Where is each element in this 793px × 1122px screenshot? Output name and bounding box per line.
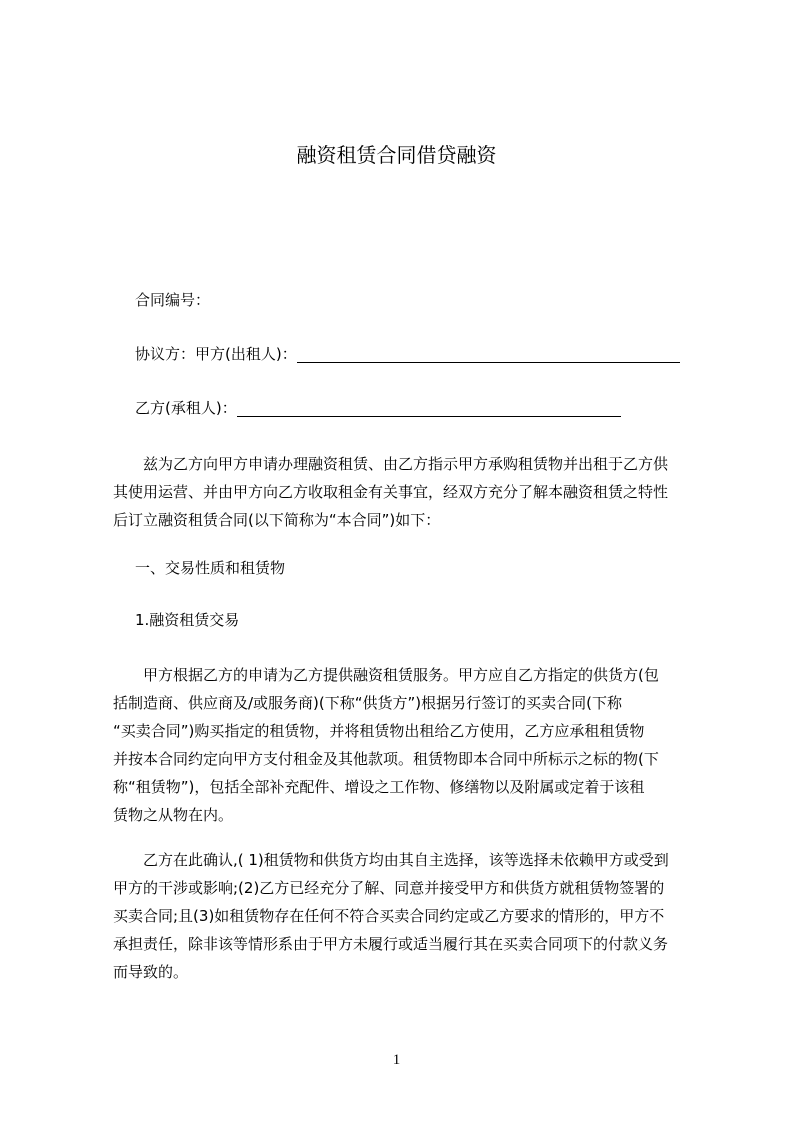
text-line: 买卖合同;且(3)如租赁物存在任何不符合买卖合同约定或乙方要求的情形的，甲方不	[113, 907, 665, 925]
section-heading: 一、交易性质和租赁物	[135, 559, 286, 577]
party-a-blank	[297, 344, 680, 363]
confirmation-paragraph	[113, 846, 733, 986]
text-line: 乙方在此确认,( 1)租赁物和供货方均由其自主选择，该等选择未依赖甲方或受到	[143, 851, 669, 869]
party-a-label: 协议方：甲方(出租人)：	[135, 345, 297, 363]
text-line: 甲方根据乙方的申请为乙方提供融资租赁服务。甲方应自乙方指定的供货方(包	[143, 666, 659, 684]
text-line: 兹为乙方向甲方申请办理融资租赁、由乙方指示甲方承购租赁物并出租于乙方供	[143, 455, 669, 473]
document-title: 融资租赁合同借贷融资	[296, 143, 497, 167]
party-b-line	[135, 394, 755, 422]
text-line: 后订立融资租赁合同(以下简称为“本合同”)如下：	[113, 511, 441, 529]
intro-paragraph	[113, 450, 733, 534]
text-line: 并按本合同约定向甲方支付租金及其他款项。租赁物即本合同中所标示之标的物(下	[113, 750, 659, 768]
party-a-line	[135, 340, 755, 368]
text-line: 其使用运营、并由甲方向乙方收取租金有关事宜，经双方充分了解本融资租赁之特性	[113, 483, 669, 501]
lease-paragraph	[113, 661, 733, 829]
subsection-heading: 1.融资租赁交易	[135, 611, 240, 629]
contract-number-label: 合同编号：	[135, 291, 211, 309]
text-line: 承担责任，除非该等情形系由于甲方未履行或适当履行其在买卖合同项下的付款义务	[113, 935, 669, 953]
text-line: 赁物之从物在内。	[113, 806, 234, 824]
text-line: 甲方的干涉或影响;(2)乙方已经充分了解、同意并接受甲方和供货方就租赁物签署的	[113, 879, 665, 897]
page-number: 1	[392, 1052, 401, 1068]
text-line: 括制造商、供应商及/或服务商)(下称“供货方”)根据另行签订的买卖合同(下称	[113, 694, 623, 712]
text-line: 而导致的。	[113, 963, 189, 981]
party-b-label: 乙方(承租人)：	[135, 399, 237, 417]
text-line: 称“租赁物”)，包括全部补充配件、增设之工作物、修缮物以及附属或定着于该租	[113, 778, 645, 796]
party-b-blank	[237, 398, 621, 417]
text-line: “买卖合同”)购买指定的租赁物，并将租赁物出租给乙方使用，乙方应承租租赁物	[113, 722, 645, 740]
